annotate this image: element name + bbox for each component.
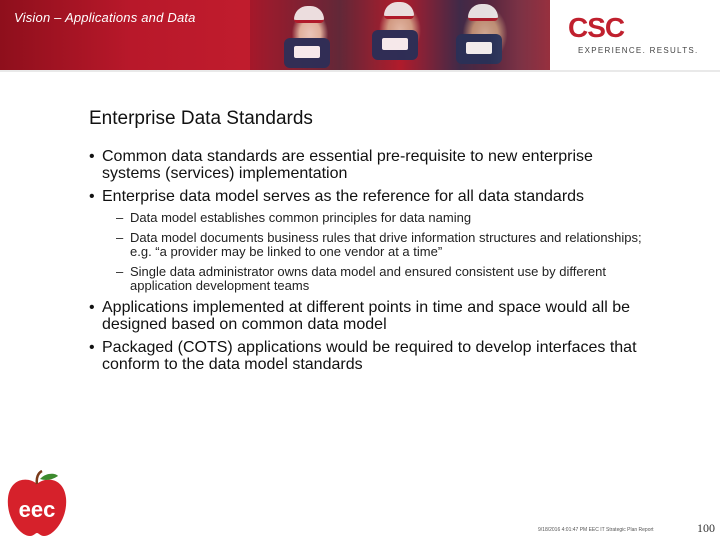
- cyclists-photo: [250, 0, 550, 70]
- jersey-shape: [372, 30, 418, 60]
- sub-bullet-item: [88, 231, 648, 259]
- eec-logo-text: eec: [18, 497, 56, 522]
- helmet-shape: [468, 4, 498, 21]
- csc-logo-mark: CSC: [568, 12, 625, 43]
- jersey-shape: [456, 34, 502, 64]
- bullet-text: Packaged (COTS) applications would be required to develop interfaces that conform to the data model standards: [102, 339, 637, 373]
- bullet-item: [88, 299, 648, 333]
- bullet-dot: •: [89, 339, 95, 356]
- sub-bullet-text: Single data administrator owns data model and ensured consistent use by different application development teams: [130, 264, 606, 293]
- sub-bullet-text: Data model establishes common principles for data naming: [130, 210, 472, 225]
- helmet-shape: [294, 6, 324, 23]
- bullet-dot: •: [89, 299, 95, 316]
- bullet-dot: •: [89, 148, 95, 165]
- bullet-text: Enterprise data model serves as the reference for all data standards: [102, 188, 585, 205]
- eec-apple-logo: [4, 470, 70, 538]
- sub-bullet-list: [88, 211, 648, 293]
- sub-bullet-dash: –: [116, 264, 124, 279]
- slide-body: [88, 148, 648, 379]
- jersey-shape: [284, 38, 330, 68]
- footer-text: 9/18/2016 4:01:47 PM EEC IT Strategic Plan Report: [538, 527, 654, 533]
- section-title: Vision – Applications and Data: [14, 10, 196, 25]
- slide-title: Enterprise Data Standards: [89, 108, 313, 129]
- sub-bullet-dash: –: [116, 230, 124, 245]
- sub-bullet-item: [88, 265, 648, 293]
- page-number: 100: [697, 521, 715, 535]
- banner-divider: [0, 70, 720, 72]
- csc-logo: [566, 14, 706, 64]
- sub-bullet-dash: –: [116, 210, 124, 225]
- bullet-text: Applications implemented at different points in time and space would all be designed based on common data model: [102, 299, 631, 333]
- header-banner: [0, 0, 720, 70]
- sub-bullet-text: Data model documents business rules that drive information structures and relationships; e.g. “a provider may be linked to one vendor at a time”: [130, 230, 642, 259]
- bullet-item: [88, 148, 648, 182]
- bullet-text: Common data standards are essential pre-requisite to new enterprise systems (services) implementation: [102, 148, 593, 182]
- sub-bullet-item: [88, 211, 648, 225]
- bullet-item: [88, 339, 648, 373]
- bullet-dot: •: [89, 188, 95, 205]
- csc-logo-tagline: EXPERIENCE. RESULTS.: [578, 46, 699, 55]
- helmet-shape: [384, 2, 414, 19]
- bullet-item: [88, 188, 648, 205]
